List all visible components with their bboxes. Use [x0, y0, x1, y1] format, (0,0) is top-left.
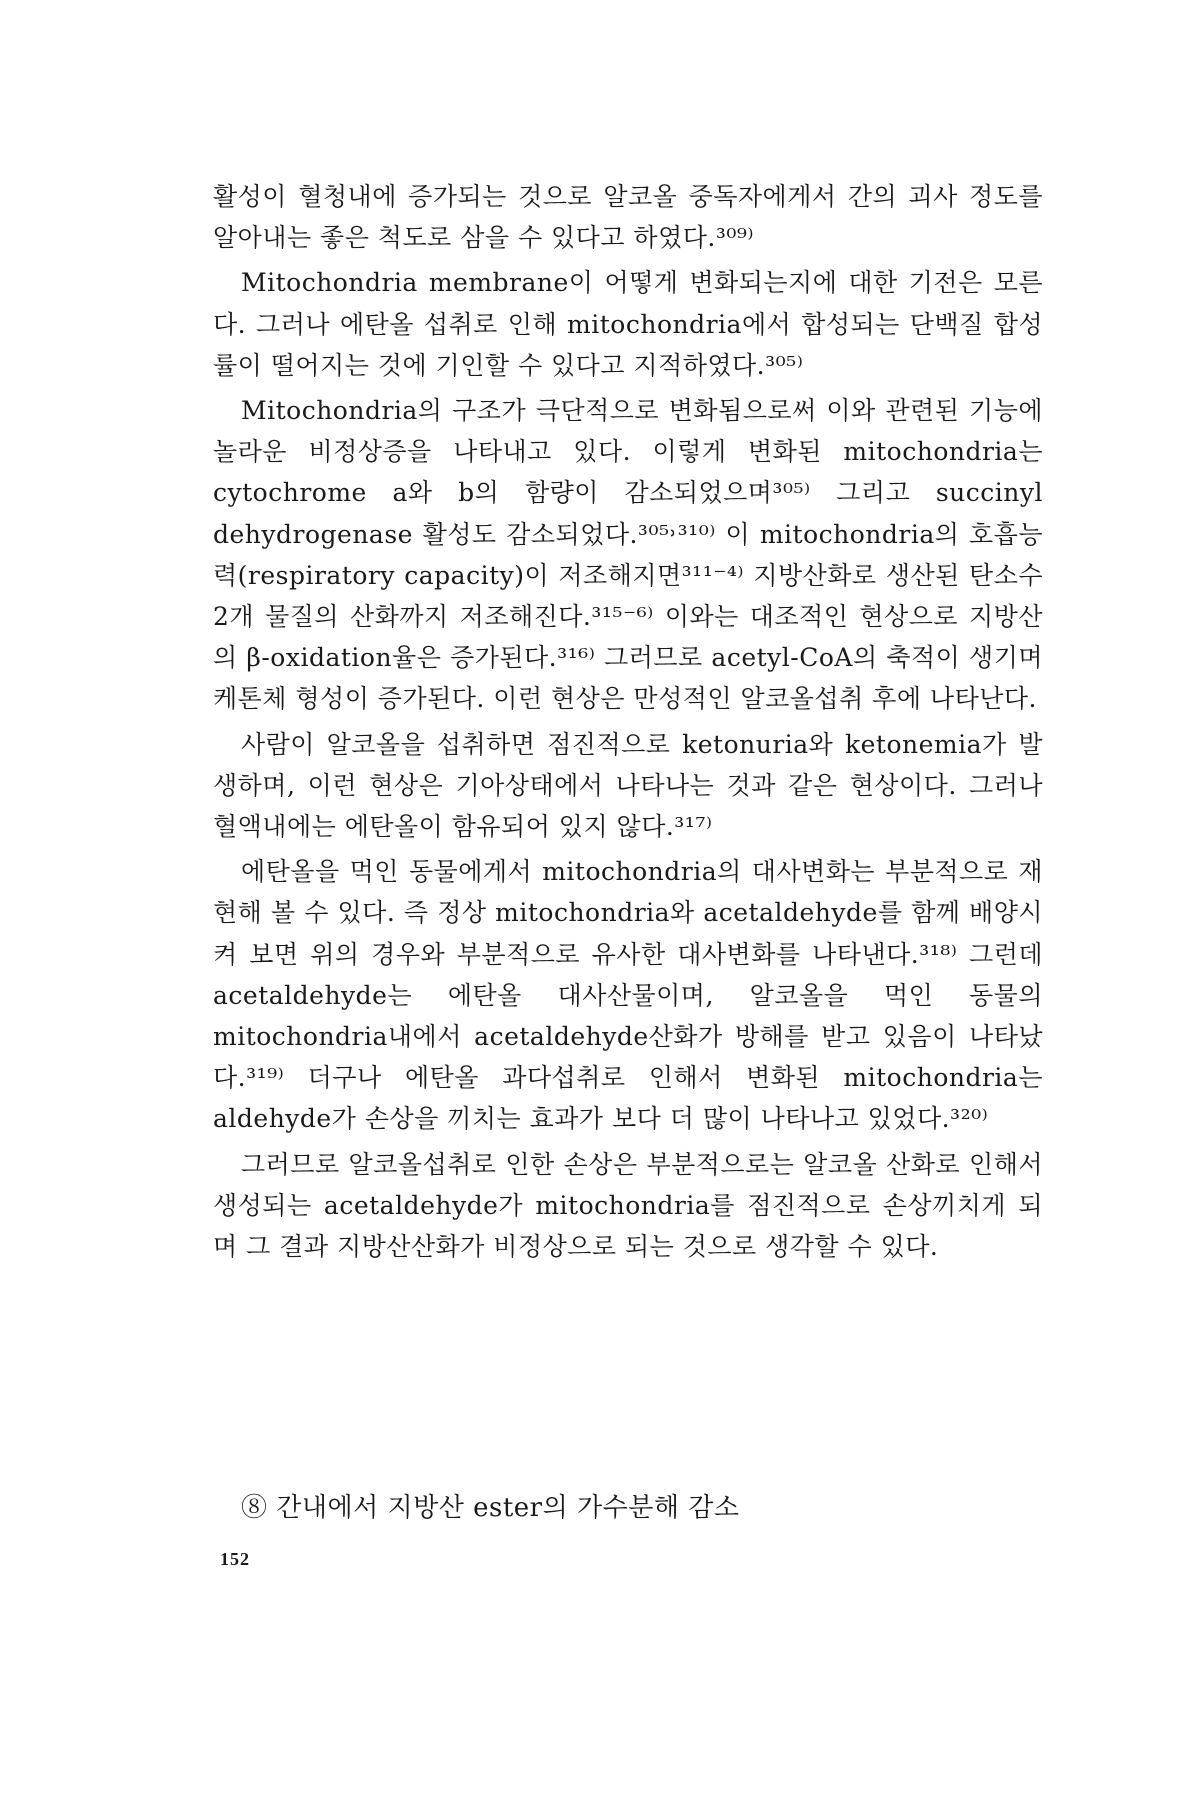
paragraph-2: Mitochondria membrane이 어떻게 변화되는지에 대한 기전은 모른다. 그러나 에탄올 섭취로 인해 mitochondria에서 합성되는 단백질 합성률이 떨어지는 것에 기인할 수 있다고 지적하였다.³⁰⁵⁾: [213, 268, 1043, 380]
paragraph-6: 그러므로 알코올섭취로 인한 손상은 부분적으로는 알코올 산화로 인해서 생성되는 acetaldehyde가 mitochondria를 점진적으로 손상끼치게 되며 그 결과 지방산산화가 비정상으로 되는 것으로 생각할 수 있다.: [213, 1149, 1043, 1262]
section-heading: ⑧ 간내에서 지방산 ester의 가수분해 감소: [241, 1493, 740, 1523]
paragraph-1: 활성이 혈청내에 증가되는 것으로 알코올 중독자에게서 간의 괴사 정도를 알아내는 좋은 척도로 삼을 수 있다고 하였다.³⁰⁹⁾: [213, 182, 1043, 253]
paragraph-4: 사람이 알코올을 섭취하면 점진적으로 ketonuria와 ketonemia가 발생하며, 이런 현상은 기아상태에서 나타나는 것과 같은 현상이다. 그러나 혈액내에는 에탄올이 함유되어 있지 않다.³¹⁷⁾: [213, 729, 1043, 842]
page-number: 152: [220, 1549, 250, 1569]
paragraph-3: Mitochondria의 구조가 극단적으로 변화됨으로써 이와 관련된 기능에 놀라운 비정상증을 나타내고 있다. 이렇게 변화된 mitochondria는 cytochrome a와 b의 함량이 감소되었으며³⁰⁵⁾ 그리고 succinyl dehydrogenase 활성도 감소되었다.³⁰⁵˒³¹⁰⁾ 이 mitochondria의 호흡능력(respiratory capacity)이 저조해지면³¹¹⁻⁴⁾ 지방산화로 생산된 탄소수 2개 물질의 산화까지 저조해진다.³¹⁵⁻⁶⁾ 이와는 대조적인 현상으로 지방산의 β-oxidation율은 증가된다.³¹⁶⁾ 그러므로 acetyl-CoA의 축적이 생기며 케톤체 형성이 증가된다. 이런 현상은 만성적인 알코올섭취 후에 나타난다.: [213, 396, 1043, 714]
body-text: [213, 176, 1043, 1267]
paragraph-5: 에탄올을 먹인 동물에게서 mitochondria의 대사변화는 부분적으로 재현해 볼 수 있다. 즉 정상 mitochondria와 acetaldehyde를 함께 배양시켜 보면 위의 경우와 부분적으로 유사한 대사변화를 나타낸다.³¹⁸⁾ 그런데 acetaldehyde는 에탄올 대사산물이며, 알코올을 먹인 동물의 mitochondria내에서 acetaldehyde산화가 방해를 받고 있음이 나타났다.³¹⁹⁾ 더구나 에탄올 과다섭취로 인해서 변화된 mitochondria는 aldehyde가 손상을 끼치는 효과가 보다 더 많이 나타나고 있었다.³²⁰⁾: [213, 857, 1043, 1134]
